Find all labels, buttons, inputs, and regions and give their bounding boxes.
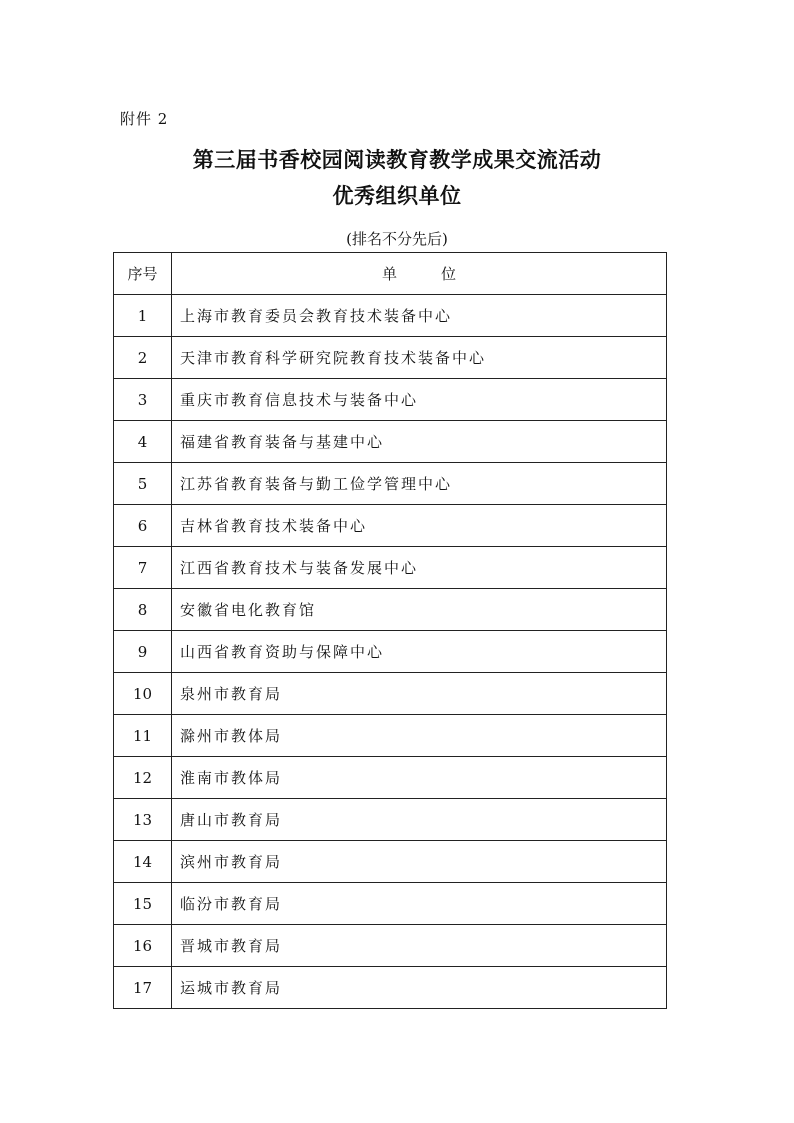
- table-row: [114, 589, 667, 631]
- row-unit-name: 江苏省教育装备与勤工俭学管理中心: [172, 463, 667, 505]
- row-unit-name: 临汾市教育局: [172, 883, 667, 925]
- row-number: 3: [114, 379, 172, 421]
- row-unit-name: 淮南市教体局: [172, 757, 667, 799]
- row-number: 7: [114, 547, 172, 589]
- document-title-line2: 优秀组织单位: [332, 183, 462, 208]
- table-row: [114, 757, 667, 799]
- table-row: [114, 925, 667, 967]
- row-number: 8: [114, 589, 172, 631]
- organization-table: [113, 252, 667, 1009]
- row-unit-name: 吉林省教育技术装备中心: [172, 505, 667, 547]
- row-number: 1: [114, 295, 172, 337]
- row-number: 13: [114, 799, 172, 841]
- row-number: 15: [114, 883, 172, 925]
- table-row: [114, 799, 667, 841]
- row-unit-name: 唐山市教育局: [172, 799, 667, 841]
- row-unit-name: 滨州市教育局: [172, 841, 667, 883]
- row-number: 16: [114, 925, 172, 967]
- table-row: [114, 421, 667, 463]
- row-unit-name: 重庆市教育信息技术与装备中心: [172, 379, 667, 421]
- table-row: [114, 379, 667, 421]
- table-row: [114, 631, 667, 673]
- row-number: 2: [114, 337, 172, 379]
- row-number: 14: [114, 841, 172, 883]
- row-number: 17: [114, 967, 172, 1009]
- table-header-row: [114, 253, 667, 295]
- row-number: 9: [114, 631, 172, 673]
- row-number: 5: [114, 463, 172, 505]
- row-number: 11: [114, 715, 172, 757]
- table-row: [114, 967, 667, 1009]
- row-unit-name: 江西省教育技术与装备发展中心: [172, 547, 667, 589]
- table-row: [114, 463, 667, 505]
- table-row: [114, 715, 667, 757]
- row-unit-name: 运城市教育局: [172, 967, 667, 1009]
- row-unit-name: 上海市教育委员会教育技术装备中心: [172, 295, 667, 337]
- header-unit: [172, 253, 667, 295]
- row-unit-name: 福建省教育装备与基建中心: [172, 421, 667, 463]
- table-row: [114, 505, 667, 547]
- ranking-note: (排名不分先后): [346, 230, 448, 248]
- header-seq: 序号: [114, 253, 172, 295]
- row-unit-name: 山西省教育资助与保障中心: [172, 631, 667, 673]
- header-unit-char2: 位: [441, 265, 457, 283]
- row-number: 12: [114, 757, 172, 799]
- attachment-label: 附件 2: [120, 110, 169, 128]
- row-unit-name: 安徽省电化教育馆: [172, 589, 667, 631]
- table-row: [114, 673, 667, 715]
- row-number: 6: [114, 505, 172, 547]
- table-row: [114, 841, 667, 883]
- row-unit-name: 泉州市教育局: [172, 673, 667, 715]
- row-number: 10: [114, 673, 172, 715]
- table-row: [114, 883, 667, 925]
- table-row: [114, 547, 667, 589]
- table-row: [114, 295, 667, 337]
- row-unit-name: 滁州市教体局: [172, 715, 667, 757]
- row-number: 4: [114, 421, 172, 463]
- document-title-line1: 第三届书香校园阅读教育教学成果交流活动: [192, 147, 602, 172]
- header-unit-char1: 单: [381, 265, 397, 283]
- row-unit-name: 晋城市教育局: [172, 925, 667, 967]
- table-row: [114, 337, 667, 379]
- row-unit-name: 天津市教育科学研究院教育技术装备中心: [172, 337, 667, 379]
